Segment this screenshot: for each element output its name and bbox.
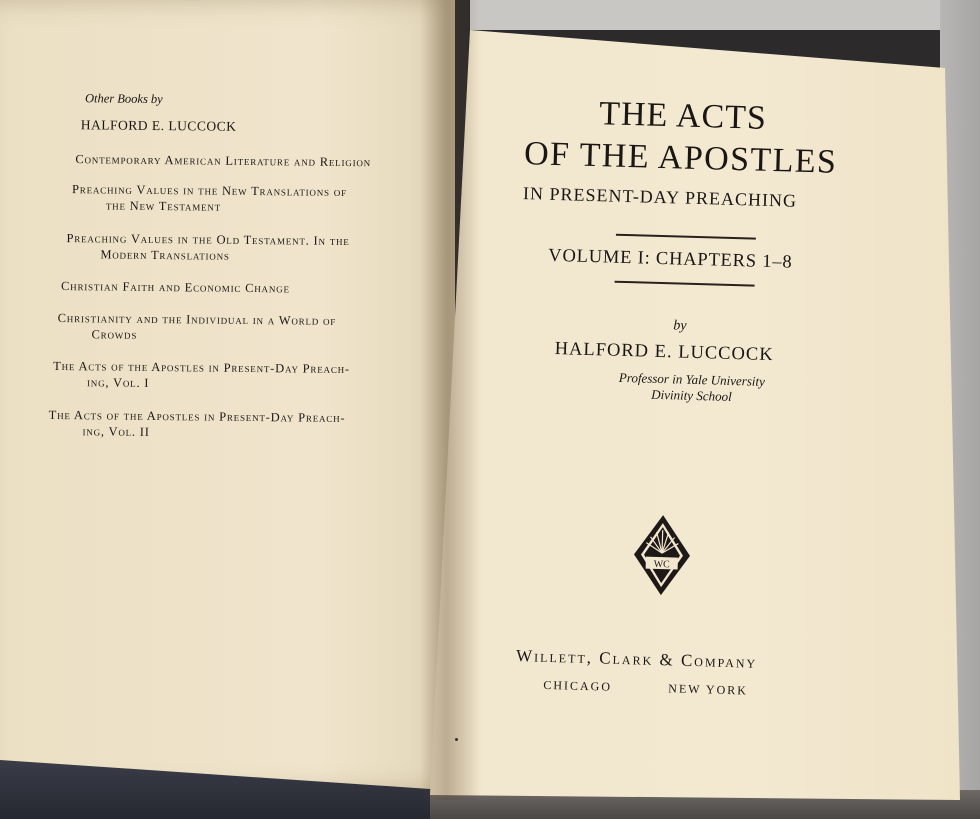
divider-rule-top — [616, 234, 756, 240]
divider-rule-bottom — [615, 281, 755, 287]
author-name: HALFORD E. LUCCOCK — [554, 339, 774, 366]
by-label: by — [673, 318, 687, 334]
title-line-1: THE ACTS — [598, 95, 768, 137]
book-entry-line2: ing, Vol. I — [86, 375, 150, 390]
book-entry-line1: Preaching Values in the New Translations of — [71, 182, 347, 200]
book-entry-line2: Crowds — [91, 327, 138, 342]
page-speck — [455, 738, 458, 741]
affiliation-line-1: Professor in Yale University — [618, 369, 766, 389]
subtitle: IN PRESENT-DAY PREACHING — [522, 183, 798, 211]
book-entry — [72, 181, 347, 216]
book-entry-line1: The Acts of the Apostles in Present-Day Preach- — [53, 358, 351, 377]
book-entry — [66, 230, 349, 265]
title-page — [450, 0, 952, 807]
book-entry-line2: ing, Vol. II — [82, 424, 150, 439]
left-author-name: HALFORD E. LUCCOCK — [80, 117, 237, 134]
book-entry — [53, 358, 350, 393]
book-entry — [61, 278, 290, 296]
book-entry-line1: Christianity and the Individual in a World of — [57, 310, 337, 328]
book-entry — [48, 407, 345, 442]
publisher-name: Willett, Clark & Company — [515, 646, 758, 672]
city-chicago: CHICAGO — [543, 677, 613, 694]
affiliation-line-2: Divinity School — [651, 386, 732, 405]
city-new-york: NEW YORK — [668, 681, 749, 698]
other-books-heading: Other Books by — [84, 91, 163, 107]
publisher-logo-icon — [631, 512, 693, 598]
book-entry — [75, 151, 371, 170]
book-entry-line1: Preaching Values in the Old Testament. In the — [66, 231, 350, 249]
title-line-2: OF THE APOSTLES — [523, 135, 838, 181]
logo-monogram: WC — [653, 558, 670, 571]
book-entry-line2: Modern Translations — [100, 247, 230, 263]
book-entry — [57, 310, 336, 345]
book-entry-line1: The Acts of the Apostles in Present-Day Preach- — [48, 407, 346, 426]
volume-label: VOLUME I: CHAPTERS 1–8 — [548, 245, 793, 273]
book-entry-line2: the New Testament — [105, 198, 222, 214]
other-books-list — [0, 0, 461, 794]
book-entry-line1: Contemporary American Literature and Religion — [75, 152, 372, 170]
book-entry-line1: Christian Faith and Economic Change — [60, 279, 290, 296]
author-affiliation — [591, 369, 792, 407]
publisher-cities — [543, 678, 773, 699]
